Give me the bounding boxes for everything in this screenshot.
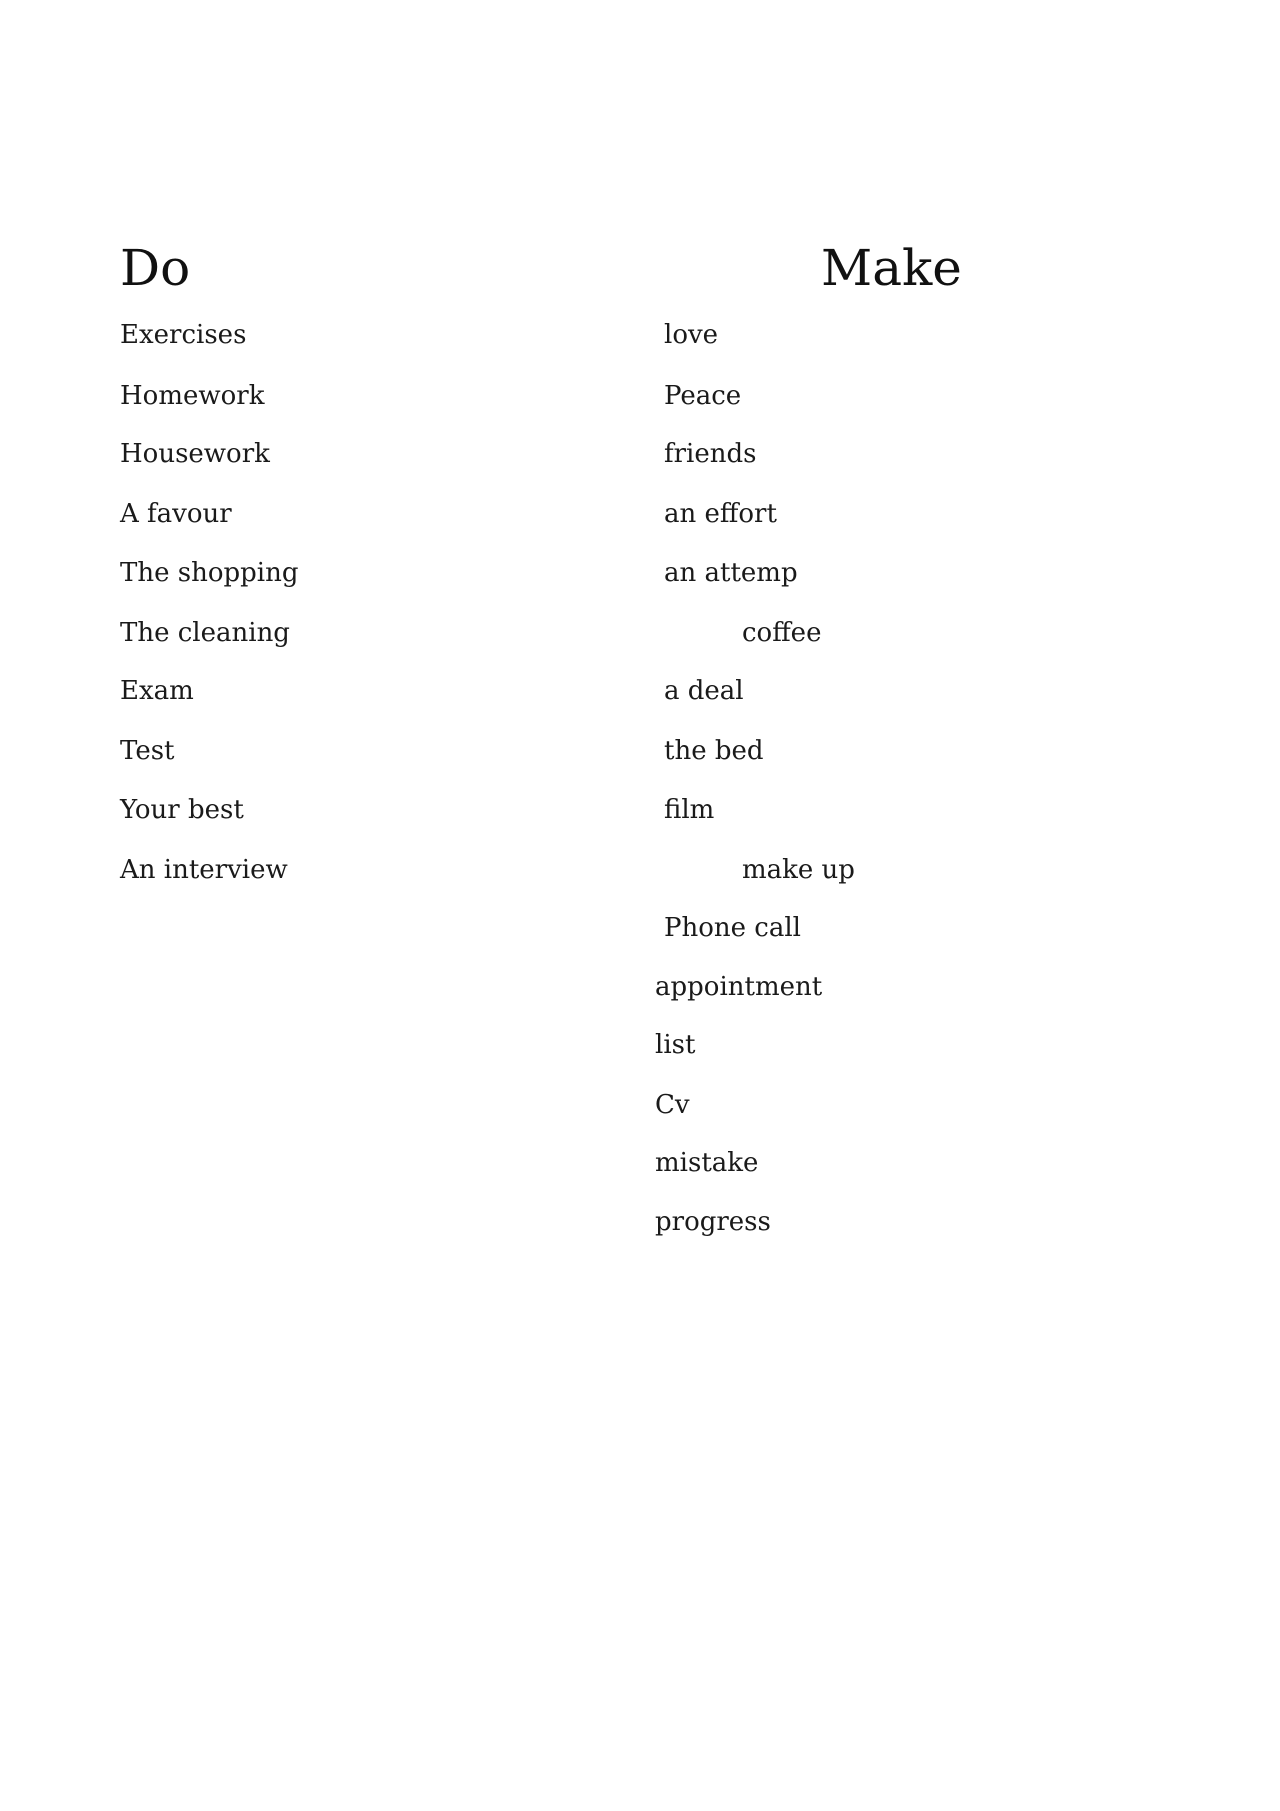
- make-item: Phone call: [664, 913, 801, 943]
- make-item: an effort: [664, 499, 777, 529]
- do-item: Test: [120, 736, 175, 766]
- do-item: The shopping: [120, 558, 299, 588]
- make-item: Peace: [664, 381, 742, 411]
- make-item: coffee: [742, 618, 822, 648]
- make-item: a deal: [664, 676, 744, 706]
- make-item: the bed: [664, 736, 764, 766]
- make-item: list: [655, 1030, 696, 1060]
- make-item: mistake: [655, 1148, 759, 1178]
- do-item: Exam: [120, 676, 194, 706]
- do-item: Exercises: [120, 320, 247, 350]
- make-item: Cv: [655, 1090, 690, 1120]
- make-item: film: [664, 795, 715, 825]
- make-item: love: [664, 320, 719, 350]
- do-heading: Do: [120, 239, 191, 297]
- do-item: The cleaning: [120, 618, 290, 648]
- make-item: make up: [742, 855, 855, 885]
- do-item: Homework: [120, 381, 265, 411]
- do-item: An interview: [120, 855, 288, 885]
- make-heading: Make: [821, 239, 962, 297]
- make-item: friends: [664, 439, 757, 469]
- do-item: Your best: [120, 795, 244, 825]
- make-item: progress: [655, 1207, 771, 1237]
- do-item: A favour: [120, 499, 232, 529]
- do-item: Housework: [120, 439, 270, 469]
- make-item: appointment: [655, 972, 823, 1002]
- make-item: an attemp: [664, 558, 798, 588]
